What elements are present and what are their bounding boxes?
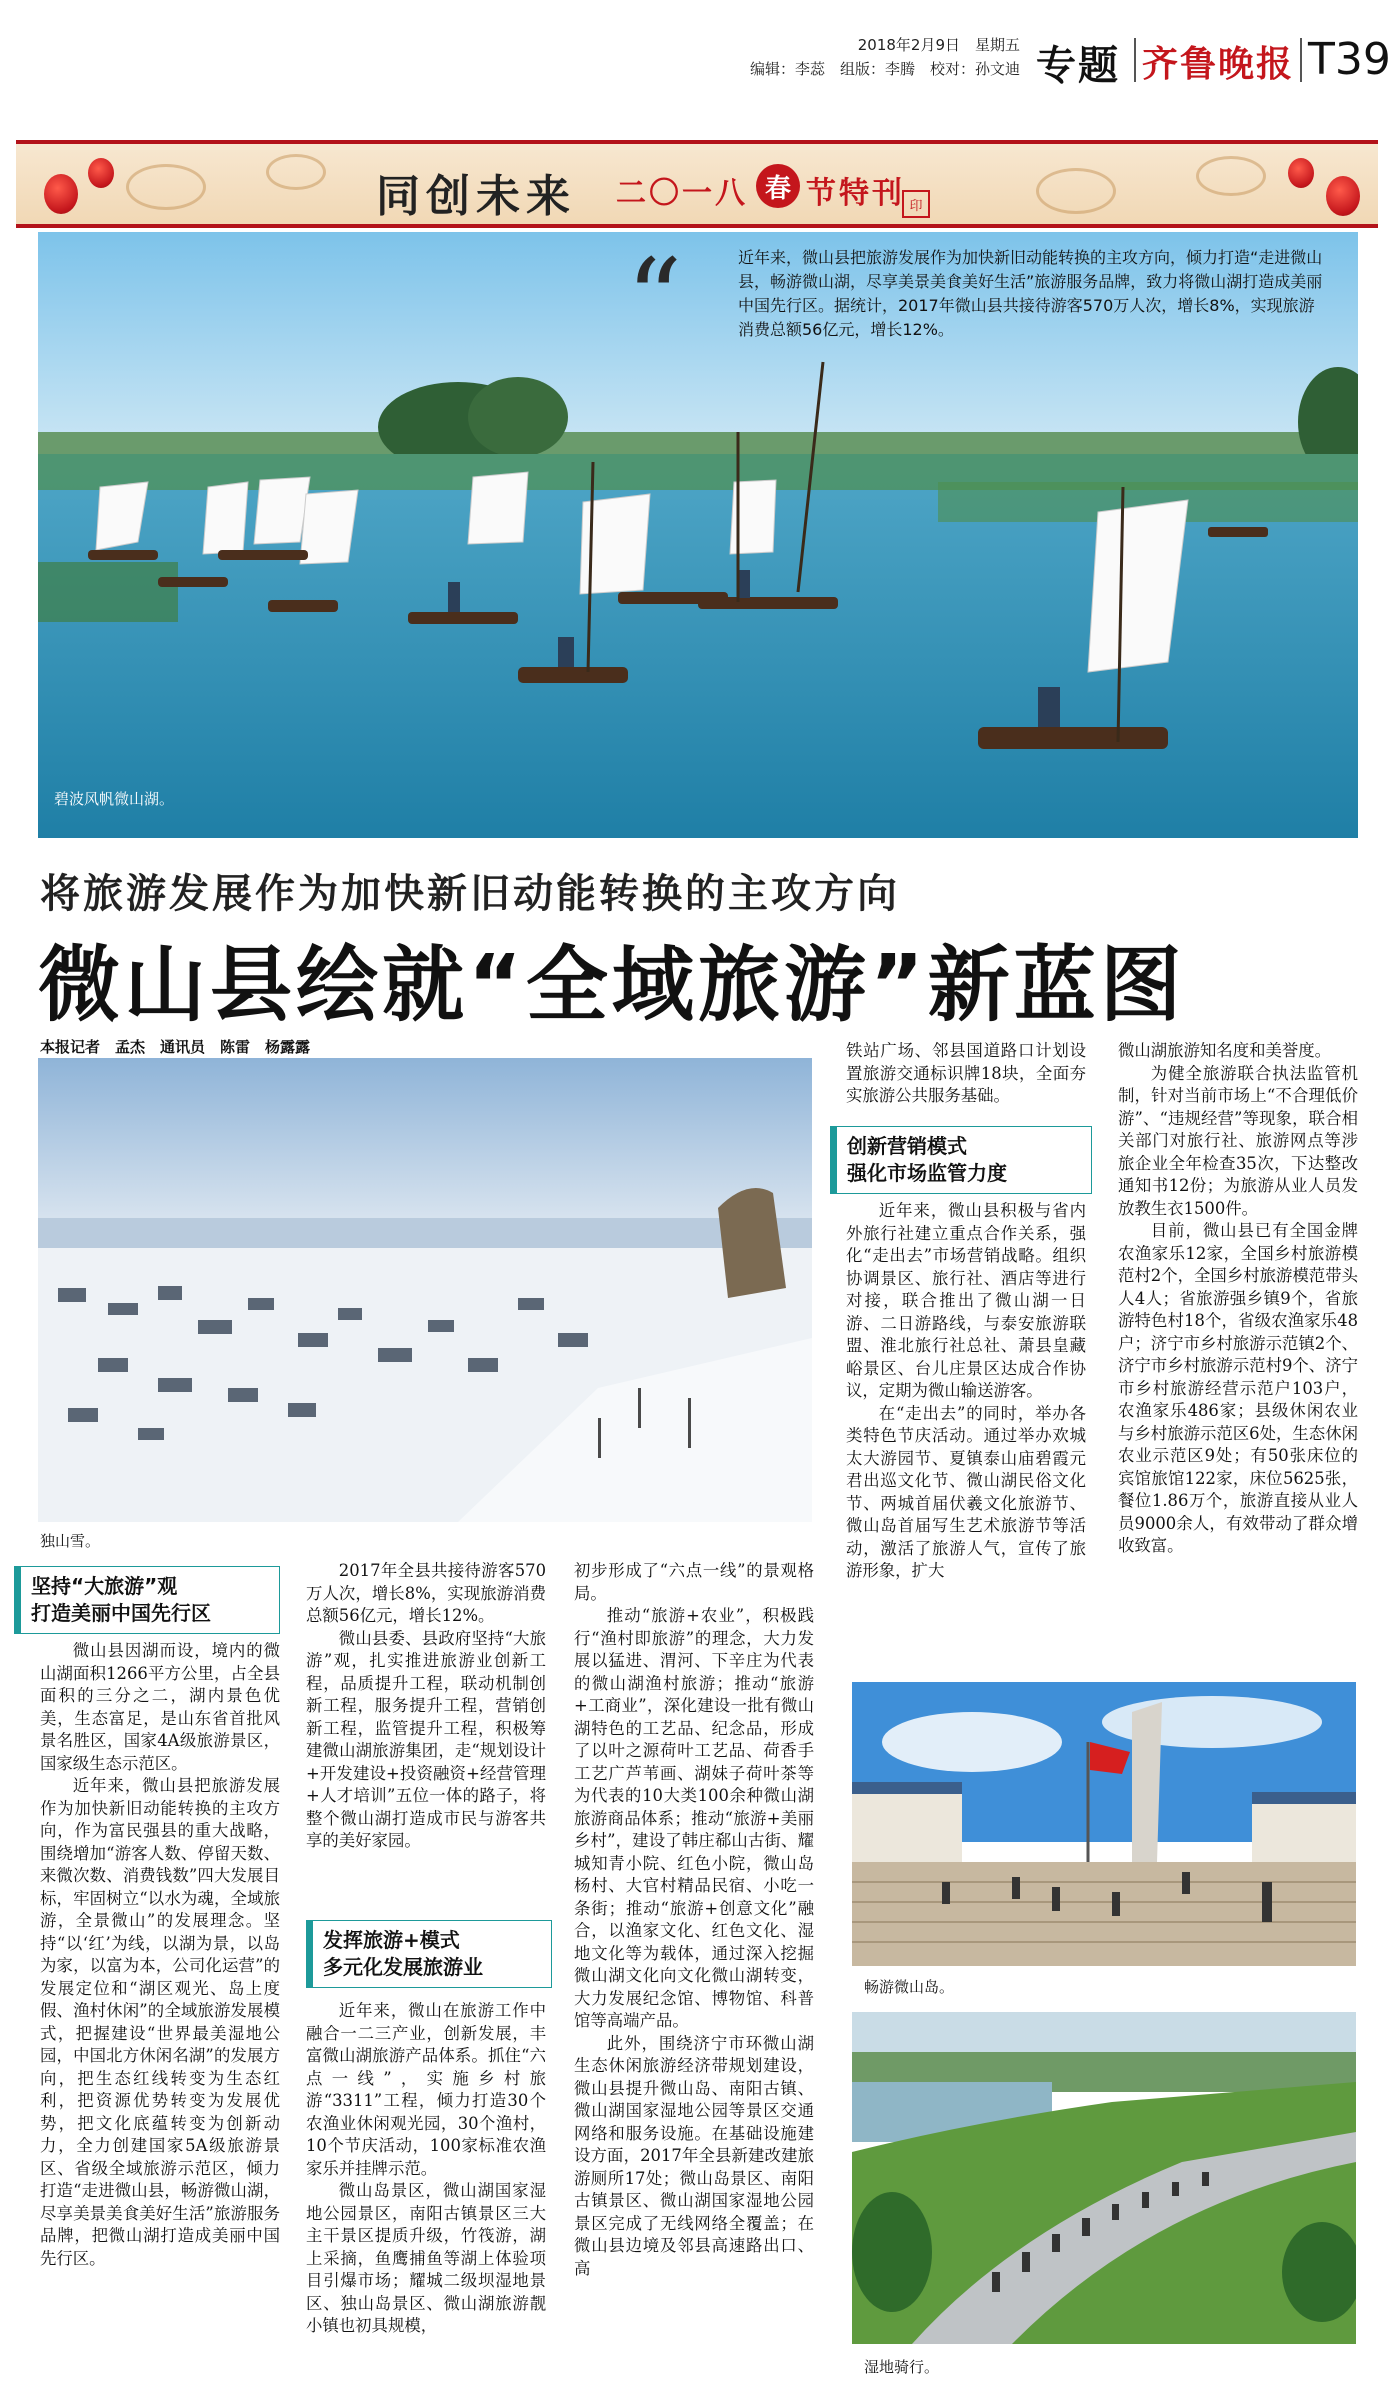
lantern-icon xyxy=(88,158,114,188)
header-divider xyxy=(1134,38,1136,82)
paragraph: 初步形成了“六点一线”的景观格局。 xyxy=(574,1561,814,1603)
paragraph: 推动“旅游+农业”，积极践行“渔村即旅游”的理念，大力发展以猛进、渭河、下辛庄为代表的微山湖渔村旅游；推动“旅游+工商业”，深化建设一批有微山湖特色的工艺品、纪念品，形成了以叶之源荷叶工艺品、荷香手工艺广芦苇画、湖妹子荷叶茶等为代表的10大类100余种微山湖旅游商品体系；推动“旅游+美丽乡村”，建设了韩庄郗山古街、耀城知青小院、红色小院，微山岛杨村、大官村精品民宿、小吃一条街；推动“旅游+创意文化”融合，以渔家文化、红色文化、湿地文化等为载体，通过深入挖掘微山湖文化向文化微山湖转变，大力发展纪念馆、博物馆、科普馆等高端产品。 xyxy=(574,1606,814,2030)
editors-line: 编辑：李蕊 组版：李腾 校对：孙文迪 xyxy=(749,60,1020,78)
article-kicker: 将旅游发展作为加快新旧动能转换的主攻方向 xyxy=(40,871,900,917)
banner-title: 同创未来 xyxy=(376,171,576,222)
festival-banner xyxy=(16,140,1378,228)
section-3-subtitle: 强化市场监管力度 xyxy=(847,1161,1007,1185)
wetland-cycling-image xyxy=(852,2012,1356,2344)
section-1-title: 坚持“大旅游”观 xyxy=(31,1574,178,1598)
banner-festival-char: 春 xyxy=(756,164,800,208)
body-column-1 xyxy=(40,1640,280,2270)
page-number: T39 xyxy=(1308,34,1391,85)
paragraph: 微山湖旅游知名度和美誉度。 xyxy=(1118,1041,1332,1060)
quote-mark: “ xyxy=(626,235,683,363)
paragraph: 近年来，微山在旅游工作中融合一二三产业，创新发展，丰富微山湖旅游产品体系。抓住“六点一线”，实施乡村旅游“3311”工程，倾力打造30个农渔业休闲观光园，30个渔村，10个节庆活动，100家标准农渔家乐并挂牌示范。 xyxy=(306,2001,546,2178)
island-photo xyxy=(852,1682,1356,1966)
paragraph: 微山县委、县政府坚持“大旅游”观，扎实推进旅游业创新工程，品质提升工程，联动机制创新工程，服务提升工程，营销创新工程，监管提升工程，积极筹建微山湖旅游集团，走“规划设计+开发建设+投资融资+经营管理+人才培训”五位一体的路子，将整个微山湖打造成市民与游客共享的美好家园。 xyxy=(306,1628,546,1850)
cloud-ornament xyxy=(126,164,206,210)
snow-photo xyxy=(38,1058,812,1522)
article-headline: 微山县绘就“全域旅游”新蓝图 xyxy=(38,938,1186,1033)
header-divider xyxy=(1300,38,1302,82)
body-column-2b xyxy=(306,2000,546,2338)
paragraph: 近年来，微山县积极与省内外旅行社建立重点合作关系，强化“走出去”市场营销战略。组织协调景区、旅行社、酒店等进行对接，联合推出了微山湖一日游、二日游路线，与泰安旅游联盟、淮北旅行社总社、萧县皇藏峪景区、台儿庄景区达成合作协议，定期为微山输送游客。 xyxy=(846,1201,1086,1400)
body-column-5 xyxy=(1118,1040,1358,1558)
lead-quote: 近年来，微山县把旅游发展作为加快新旧动能转换的主攻方向，倾力打造“走进微山县，畅游微山湖，尽享美景美食美好生活”旅游服务品牌，致力将微山湖打造成美丽中国先行区。据统计，2017年微山县共接待游客570万人次，增长8%，实现旅游消费总额56亿元，增长12%。 xyxy=(738,248,1323,339)
dushan-snow-image xyxy=(38,1058,812,1522)
paper-name: 齐鲁晚报 xyxy=(1142,43,1295,85)
wetland-caption: 湿地骑行。 xyxy=(864,2358,940,2376)
cloud-ornament xyxy=(1196,156,1266,196)
date-line: 2018年2月9日 星期五 xyxy=(857,36,1020,54)
paragraph: 目前，微山县已有全国金牌农渔家乐12家，全国乡村旅游模范村2个，全国乡村旅游模范带头人4人；省旅游强乡镇9个，省旅游特色村18个，省级农渔家乐48户；济宁市乡村旅游示范镇2个、济宁市乡村旅游示范村9个、济宁市乡村旅游经营示范户103户，农渔家乐486家；县级休闲农业与乡村旅游示范区6处，生态休闲农业示范区9处；有50张床位的宾馆旅馆122家，床位5625张，餐位1.86万个，旅游直接从业人员9000余人，有效带动了群众增收致富。 xyxy=(1118,1221,1358,1555)
banner-seal: 印 xyxy=(902,190,930,218)
paragraph: 此外，围绕济宁市环微山湖生态休闲旅游经济带规划建设，微山县提升微山岛、南阳古镇、微山湖国家湿地公园等景区交通网络和服务设施。在基础设施建设方面，2017年全县新建改建旅游厕所17处；微山岛景区、南阳古镇景区、微山湖国家湿地公园景区完成了无线网络全覆盖；在微山县边境及邻县高速路出口、高 xyxy=(574,2033,814,2278)
body-column-3 xyxy=(574,1560,814,2280)
paragraph: 铁站广场、邻县国道路口计划设置旅游交通标识牌18块，全面夯实旅游公共服务基础。 xyxy=(846,1041,1086,1105)
paragraph: 近年来，微山县把旅游发展作为加快新旧动能转换的主攻方向，作为富民强县的重大战略，围绕增加“游客人数、停留天数、来微次数、消费钱数”四大发展目标，牢固树立“以水为魂，全域旅游，全景微山”的发展理念。坚持“以‘红’为线，以湖为景，以岛为家，以富为本，公司化运营”的发展定位和“湖区观光、岛上度假、渔村休闲”的全域旅游发展模式，把握建设“世界最美湿地公园，中国北方休闲名湖”的发展方向，把生态红线转变为生态红利，把资源优势转变为发展优势，把文化底蕴转变为创新动力，全力创建国家5A级旅游景区、省级全域旅游示范区，倾力打造“走进微山县，畅游微山湖，尽享美景美食美好生活”旅游服务品牌，把微山湖打造成美丽中国先行区。 xyxy=(40,1776,280,2268)
byline: 本报记者 孟杰 通讯员 陈雷 杨露露 xyxy=(40,1038,311,1056)
section-2-subtitle: 多元化发展旅游业 xyxy=(323,1955,483,1979)
section-heading-3 xyxy=(830,1126,1092,1194)
lead-photo xyxy=(38,232,1358,838)
section-1-subtitle: 打造美丽中国先行区 xyxy=(31,1601,211,1625)
lantern-icon xyxy=(44,174,78,214)
section-topic: 专题 xyxy=(1036,43,1120,89)
paragraph: 2017年全县共接待游客570万人次，增长8%，实现旅游消费总额56亿元，增长12%。 xyxy=(306,1561,546,1625)
paragraph: 微山岛景区，微山湖国家湿地公园景区，南阳古镇景区三大主干景区提质升级，竹筏游，湖上采摘，鱼鹰捕鱼等湖上体验项目引爆市场；耀城二级坝湿地景区、独山岛景区、微山湖旅游靓小镇也初具规模， xyxy=(306,2181,546,2335)
island-caption: 畅游微山岛。 xyxy=(864,1978,955,1996)
lantern-icon xyxy=(1326,176,1360,216)
banner-year: 二〇一八 xyxy=(616,176,748,211)
paragraph: 微山县因湖而设，境内的微山湖面积1266平方公里，占全县面积的三分之二，湖内景色优美，生态富足，是山东省首批风景名胜区，国家4A级旅游景区，国家级生态示范区。 xyxy=(40,1641,280,1773)
section-3-title: 创新营销模式 xyxy=(847,1134,967,1158)
cloud-ornament xyxy=(266,154,326,190)
body-column-2 xyxy=(306,1560,546,1853)
cloud-ornament xyxy=(1036,168,1116,214)
paragraph: 为健全旅游联合执法监管机制，针对当前市场上“不合理低价游”、“违规经营”等现象，联合相关部门对旅行社、旅游网点等涉旅企业全年检查35次，下达整改通知书12份；为旅游从业人员发放教生衣1500件。 xyxy=(1118,1063,1358,1218)
section-heading-2 xyxy=(306,1920,552,1988)
body-column-4 xyxy=(846,1040,1086,1108)
wetland-photo xyxy=(852,2012,1356,2344)
weishan-island-image xyxy=(852,1682,1356,1966)
banner-special: 节特刊 xyxy=(806,176,905,211)
lead-photo-caption: 碧波风帆微山湖。 xyxy=(54,790,175,808)
snow-caption: 独山雪。 xyxy=(40,1532,101,1550)
body-column-4b xyxy=(846,1200,1086,1583)
section-heading-1 xyxy=(14,1566,280,1634)
paragraph: 在“走出去”的同时，举办各类特色节庆活动。通过举办欢城太大游园节、夏镇泰山庙碧霞元君出巡文化节、微山湖民俗文化节、两城首届伏羲文化旅游节、微山岛首届写生艺术旅游节等活动，激活了旅游人气，宣传了旅游形象，扩大 xyxy=(846,1403,1086,1580)
section-2-title: 发挥旅游+模式 xyxy=(323,1928,460,1952)
lantern-icon xyxy=(1288,158,1314,188)
